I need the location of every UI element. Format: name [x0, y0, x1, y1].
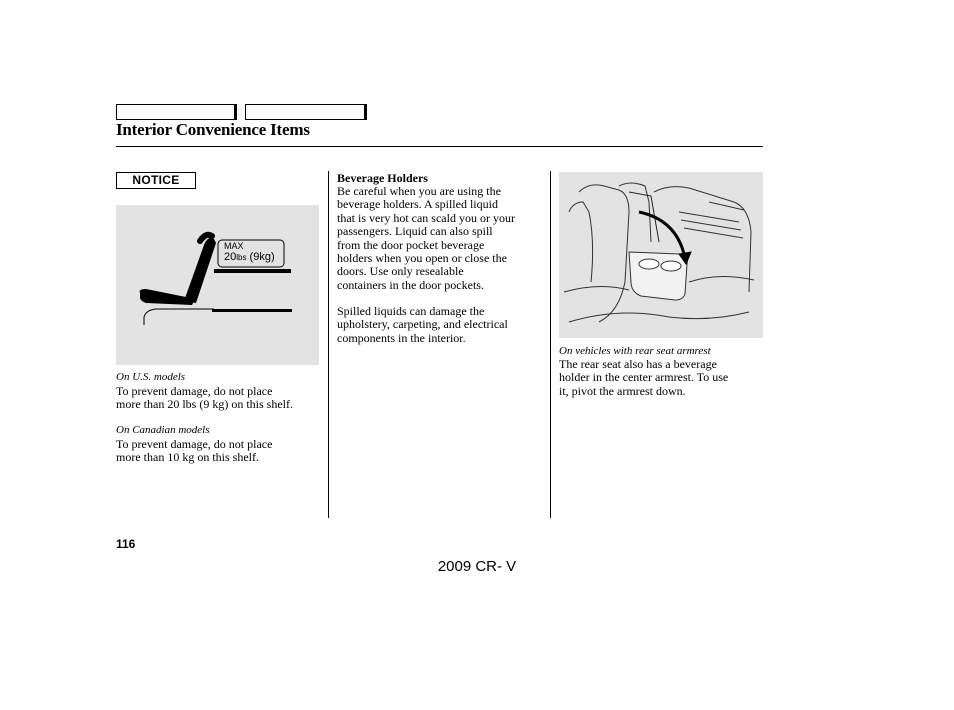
spill-damage-paragraph — [337, 305, 547, 345]
us-text-line: To prevent damage, do not place — [116, 384, 273, 398]
page-title: Interior Convenience Items — [116, 120, 310, 139]
canadian-models-text — [116, 438, 326, 465]
title-rule — [116, 146, 763, 147]
seat-cushion-shape — [140, 289, 194, 305]
page-number: 116 — [116, 537, 136, 551]
right-text-line: it, pivot the armrest down. — [559, 383, 686, 398]
ca-text-line: more than 10 kg on this shelf. — [116, 450, 259, 465]
right-text-line: The rear seat also has a beverage — [559, 357, 717, 371]
para-line: doors. Use only resealable — [337, 264, 464, 279]
us-text-line: more than 20 lbs (9 kg) on this shelf. — [116, 397, 293, 412]
header-tab-right — [245, 104, 367, 120]
para-line: Be careful when you are using the — [337, 184, 501, 198]
column-divider-1 — [328, 171, 329, 518]
para-line: from the door pocket beverage — [337, 237, 485, 252]
para-line: passengers. Liquid can also spill — [337, 224, 493, 239]
para-line: containers in the door pockets. — [337, 277, 484, 292]
para-line: upholstery, carpeting, and electrical — [337, 317, 508, 332]
us-models-text — [116, 385, 326, 412]
canadian-models-caption: On Canadian models — [116, 424, 210, 436]
armrest-drawing — [559, 172, 763, 338]
rear-armrest-illustration — [559, 172, 763, 338]
right-text-line: holder in the center armrest. To use — [559, 370, 729, 385]
para-line: that is very hot can scald you or your — [337, 210, 515, 225]
max-label: MAX — [224, 241, 244, 251]
us-models-caption: On U.S. models — [116, 371, 186, 383]
model-footer: 2009 CR- V — [437, 558, 517, 575]
seat-back-shape — [184, 238, 216, 303]
para-line: beverage holders. A spilled liquid — [337, 197, 498, 212]
para-line: holders when you open or close the — [337, 251, 507, 266]
header-tab-left — [116, 104, 237, 120]
ca-text-line: To prevent damage, do not place — [116, 437, 273, 451]
rear-armrest-caption: On vehicles with rear seat armrest — [559, 345, 711, 357]
weight-label — [224, 251, 275, 263]
column-divider-2 — [550, 171, 551, 518]
para-line: components in the interior. — [337, 330, 466, 345]
weight-kg-value: (9kg) — [249, 251, 275, 263]
weight-lbs-value: 20 — [224, 251, 237, 263]
beverage-holders-heading: Beverage Holders — [337, 171, 428, 185]
weight-lbs-unit: lbs — [236, 253, 247, 262]
rear-armrest-text — [559, 358, 764, 398]
para-line: Spilled liquids can damage the — [337, 304, 485, 318]
shelf-illustration — [116, 205, 319, 365]
beverage-warning-paragraph — [337, 185, 547, 292]
shelf-bar — [214, 269, 291, 273]
notice-badge: NOTICE — [116, 172, 196, 189]
shelf-drawing — [116, 205, 319, 365]
